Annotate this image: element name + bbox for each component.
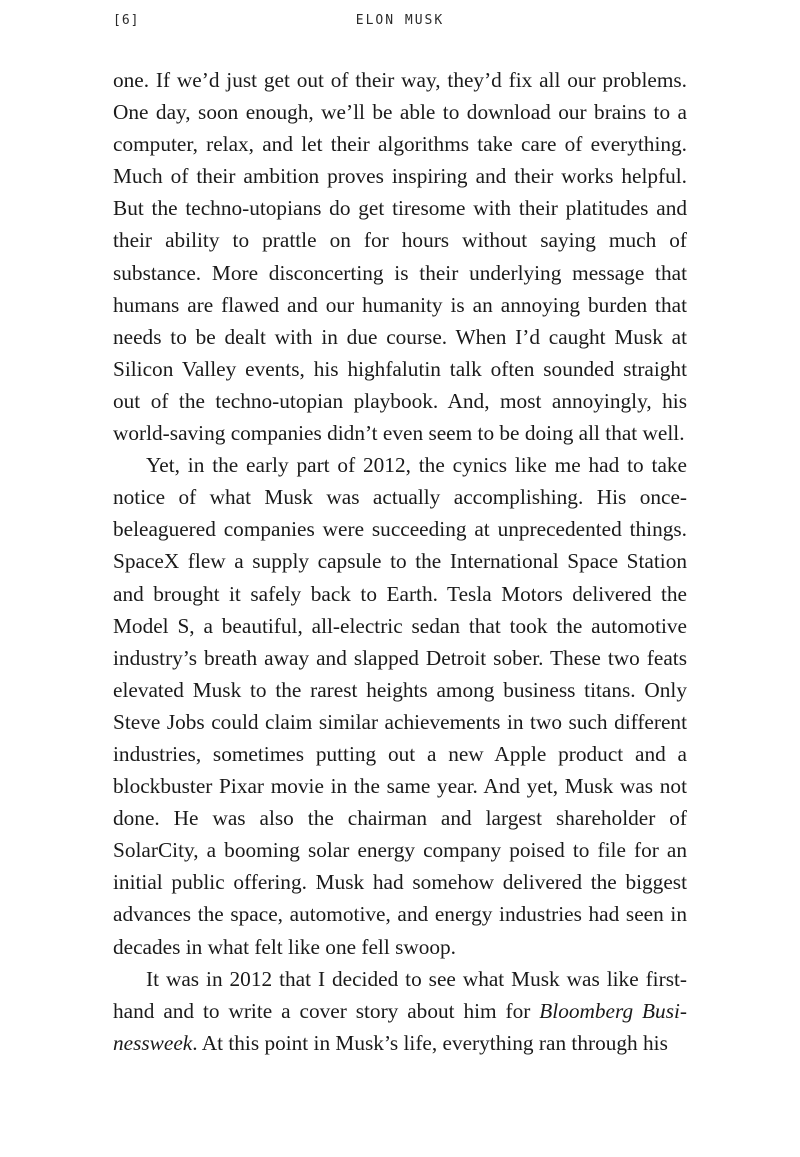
page-number: [6] — [113, 13, 140, 28]
paragraph-3-text-before: It was in 2012 that I decided to see what Musk was like firsthand and to write a cover story about him for — [113, 966, 687, 1023]
paragraph-2: Yet, in the early part of 2012, the cynics like me had to take notice of what Musk was actually accomplishing. His once-beleaguered companies were succeeding at unprecedented things. SpaceX flew a supply capsule to the International Space Station and brought it safely back to Earth. Tesla Motors delivered the Model S, a beautiful, all-electric sedan that took the automotive industry’s breath away and slapped Detroit sober. These two feats elevated Musk to the rarest heights among business titans. Only Steve Jobs could claim similar achievements in two such different industries, sometimes putting out a new Apple product and a blockbuster Pixar movie in the same year. And yet, Musk was not done. He was also the chairman and largest shareholder of SolarCity, a booming solar energy company poised to file for an initial public offering. Musk had somehow delivered the biggest advances the space, automotive, and energy industries had seen in decades in what felt like one fell swoop. — [113, 453, 687, 959]
running-head — [113, 13, 687, 35]
body-text — [113, 64, 687, 1059]
paragraph-3-text-after: . At this point in Musk’s life, everything ran through his — [192, 1030, 668, 1055]
book-title: ELON MUSK — [355, 13, 445, 28]
publication-title: Bloomberg Businessweek — [113, 998, 687, 1055]
paragraph-1: one. If we’d just get out of their way, they’d fix all our problems. One day, soon enough, we’ll be able to download our brains to a computer, relax, and let their algorithms take care of everything. Much of their ambition proves inspiring and their works helpful. But the techno-utopians do get tiresome with their platitudes and their ability to prattle on for hours without saying much of substance. More disconcerting is their underlying message that humans are flawed and our humanity is an annoying burden that needs to be dealt with in due course. When I’d caught Musk at Silicon Valley events, his highfalutin talk often sounded straight out of the techno-utopian playbook. And, most annoyingly, his world-saving companies didn’t even seem to be doing all that well. — [113, 68, 687, 446]
paragraph-3 — [113, 963, 687, 1059]
